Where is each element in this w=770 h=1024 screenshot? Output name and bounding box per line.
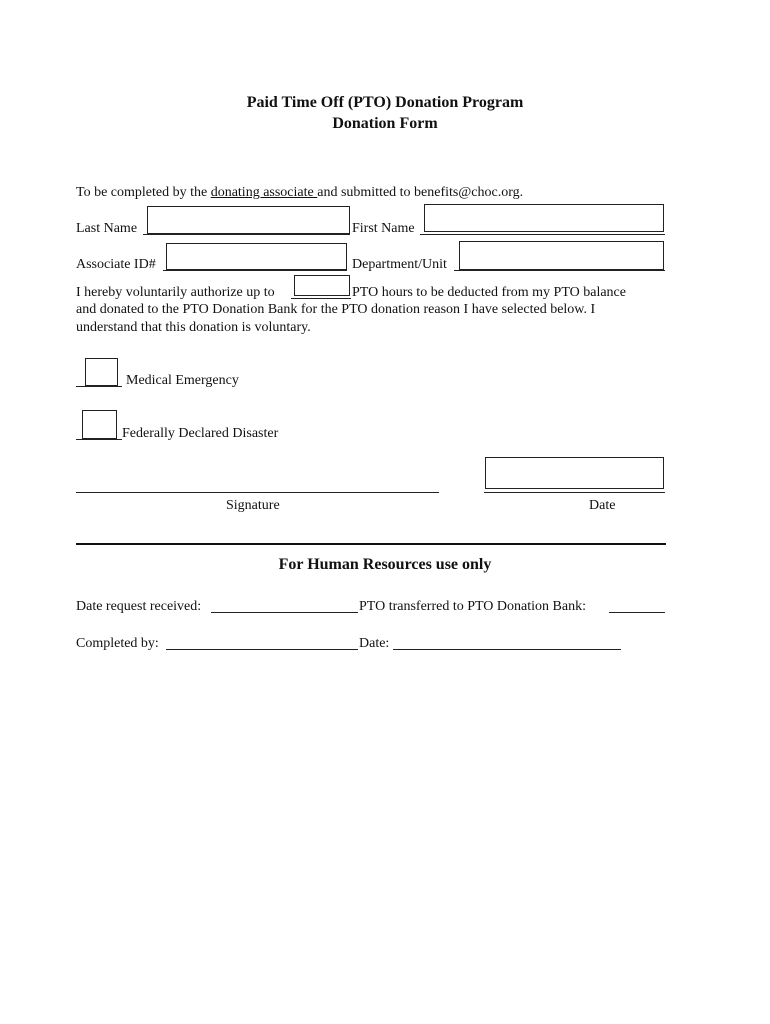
completed-by-label: Completed by: (76, 636, 159, 651)
first-name-field[interactable] (424, 204, 664, 232)
federal-disaster-label: Federally Declared Disaster (122, 426, 279, 441)
date-received-label: Date request received: (76, 599, 202, 614)
associate-id-underline (163, 270, 347, 271)
intro-suffix: and submitted to benefits@choc.org. (317, 185, 524, 200)
last-name-underline (143, 234, 350, 235)
medical-emergency-checkbox[interactable] (85, 358, 118, 386)
last-name-field[interactable] (147, 206, 350, 234)
associate-id-label: Associate ID# (76, 257, 156, 272)
hr-divider (76, 543, 666, 545)
form-title: Paid Time Off (PTO) Donation Program (246, 94, 524, 111)
date-label: Date (589, 498, 616, 513)
date-received-line (211, 612, 358, 613)
authorization-post: PTO hours to be deducted from my PTO balance (352, 285, 626, 300)
intro-prefix: To be completed by the (76, 185, 211, 200)
federal-disaster-underline (76, 439, 122, 440)
authorization-line3: understand that this donation is voluntary. (76, 320, 311, 335)
date-line (484, 492, 665, 493)
medical-emergency-underline (76, 386, 122, 387)
hours-underline (291, 298, 351, 299)
first-name-underline (420, 234, 665, 235)
intro-text (76, 184, 523, 201)
hr-date-line (393, 649, 621, 650)
last-name-label: Last Name (76, 221, 138, 236)
pto-transferred-label: PTO transferred to PTO Donation Bank: (359, 599, 586, 614)
department-underline (454, 270, 665, 271)
hours-field[interactable] (294, 275, 350, 296)
first-name-label: First Name (352, 221, 415, 236)
form-subtitle: Donation Form (332, 115, 438, 132)
signature-label: Signature (226, 498, 280, 513)
hr-date-label: Date: (359, 636, 390, 651)
authorization-line2: and donated to the PTO Donation Bank for the PTO donation reason I have selected below. I (76, 302, 596, 317)
hr-heading: For Human Resources use only (278, 556, 492, 573)
department-label: Department/Unit (352, 257, 447, 272)
associate-id-field[interactable] (166, 243, 347, 270)
signature-line[interactable] (76, 492, 439, 493)
intro-emphasis: donating associate (210, 185, 318, 200)
department-field[interactable] (459, 241, 664, 270)
pto-transferred-line (609, 612, 665, 613)
medical-emergency-label: Medical Emergency (126, 373, 239, 388)
federal-disaster-checkbox[interactable] (82, 410, 117, 439)
completed-by-line (166, 649, 358, 650)
authorization-pre: I hereby voluntarily authorize up to (76, 285, 275, 300)
date-field[interactable] (485, 457, 664, 489)
